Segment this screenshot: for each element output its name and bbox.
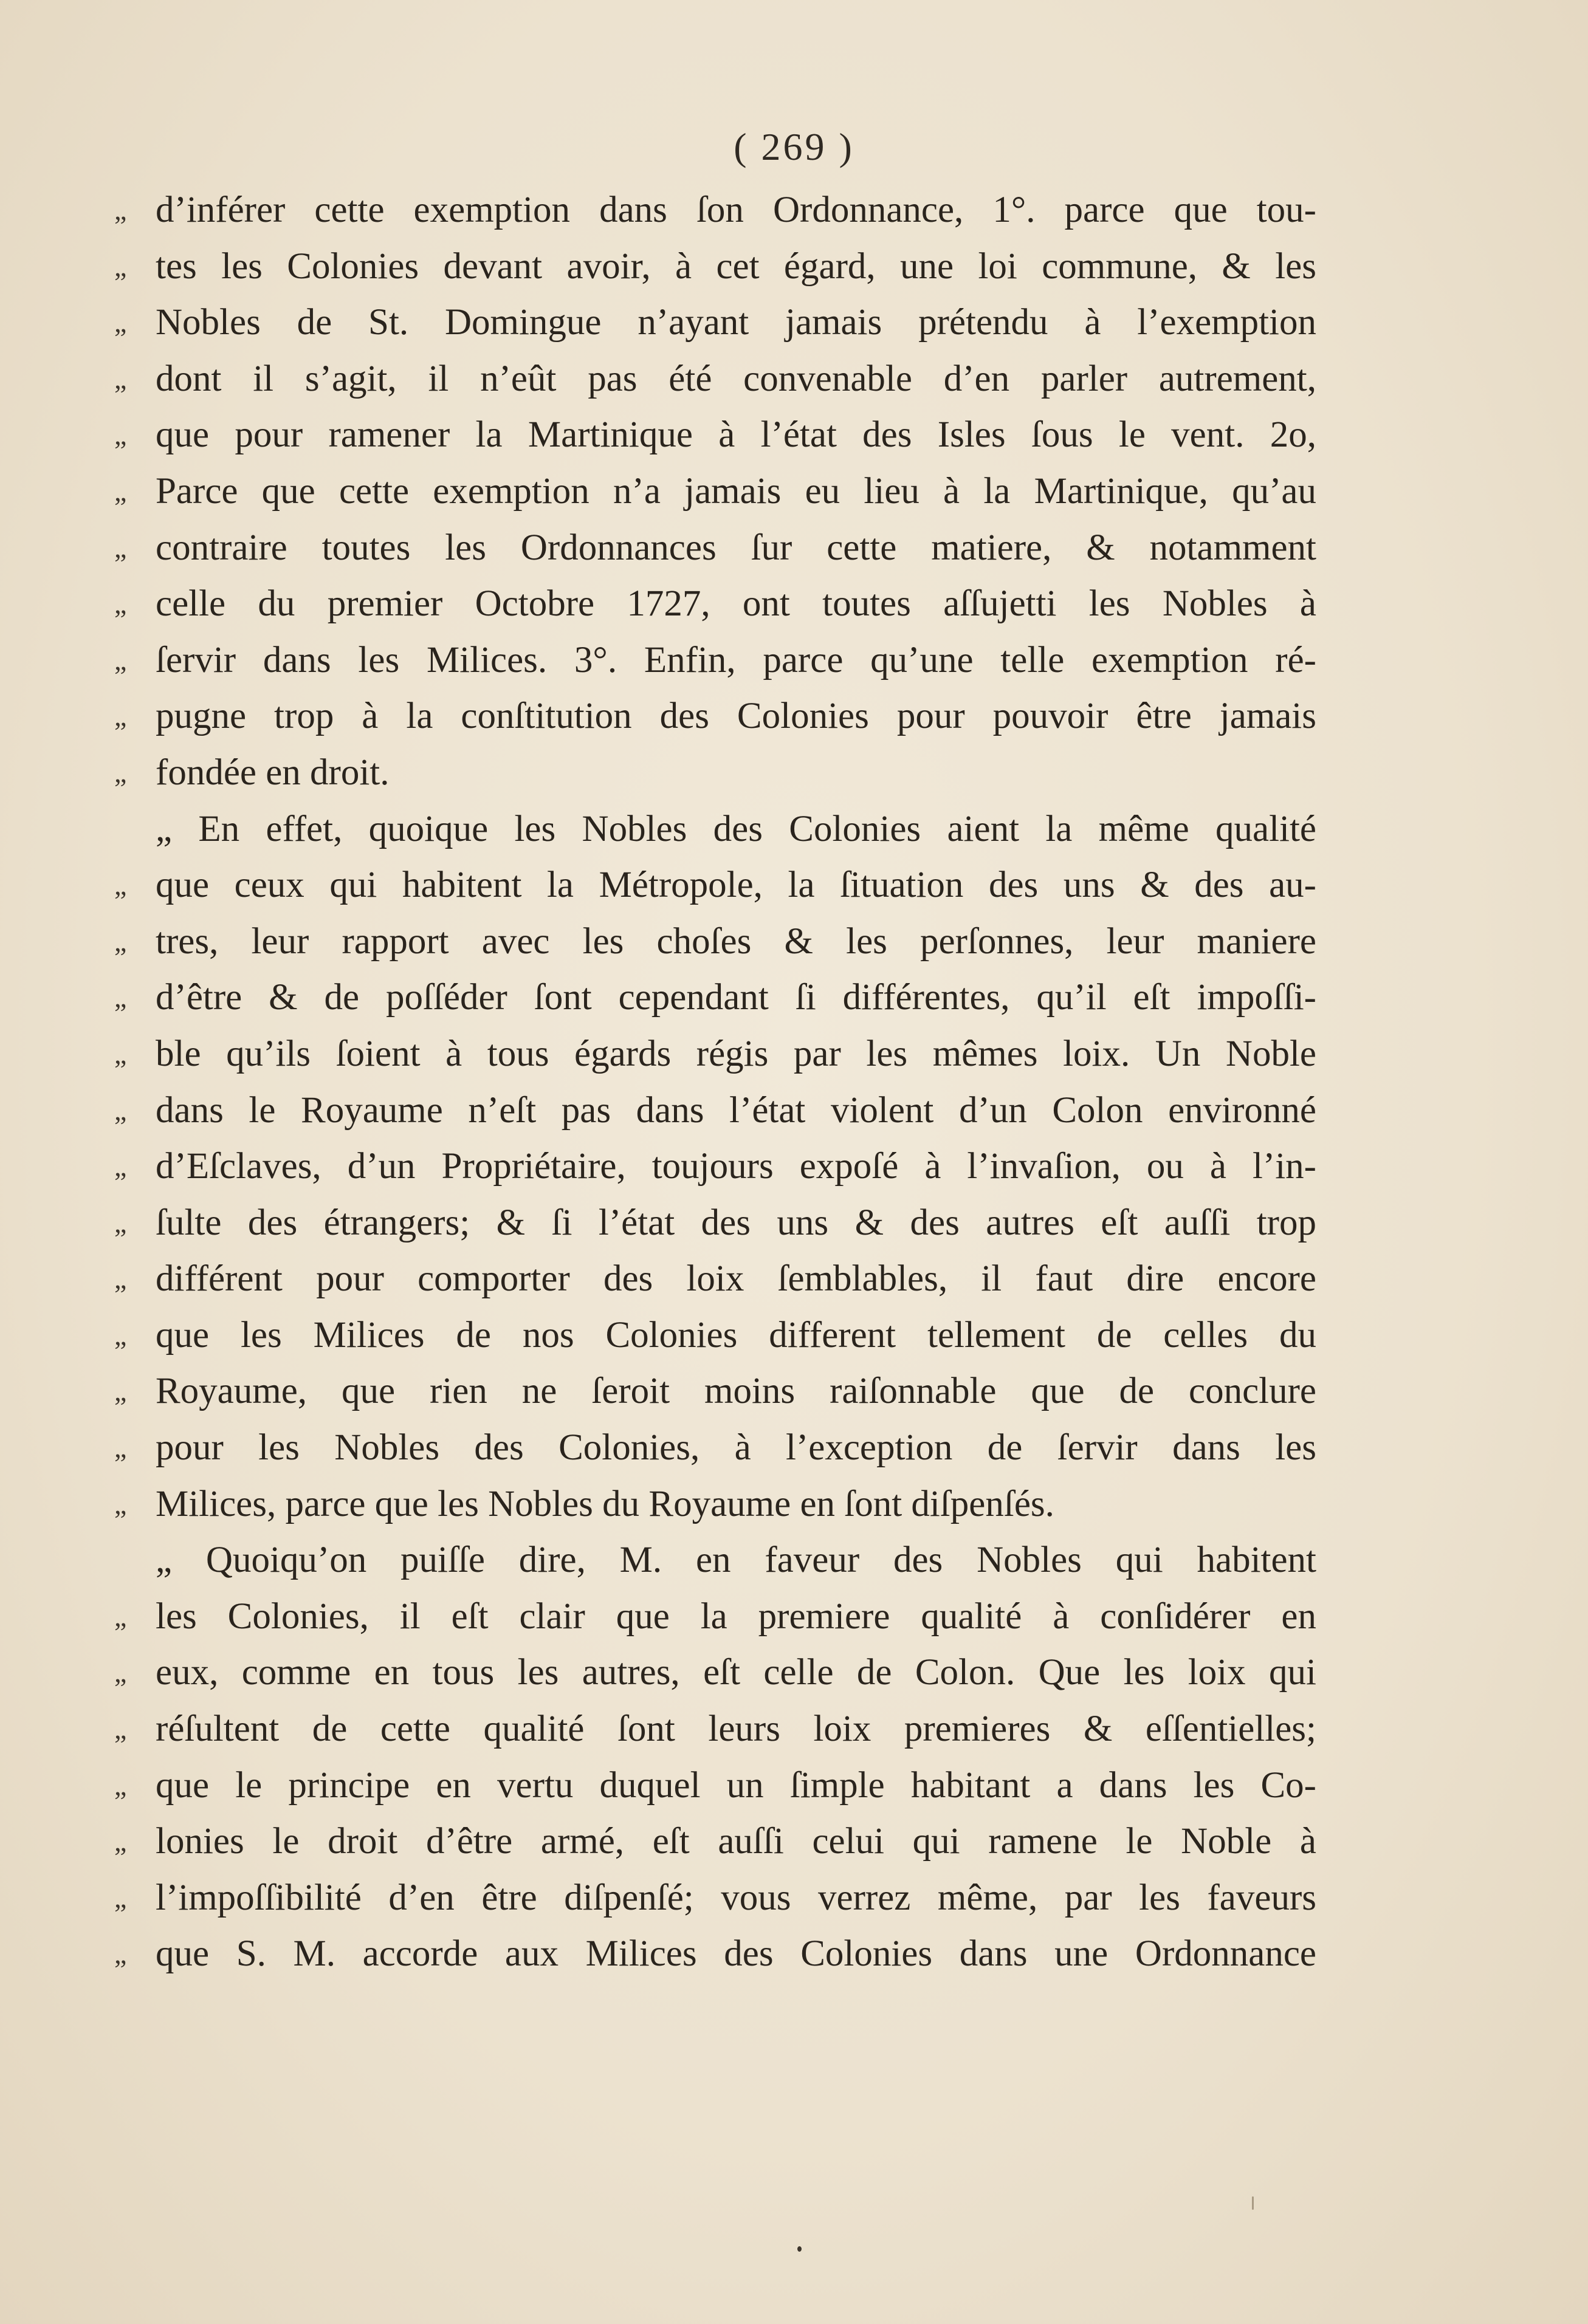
text-line — [114, 239, 1330, 295]
quote-mark: „ — [114, 250, 127, 282]
quote-mark: „ — [114, 1657, 127, 1688]
quote-mark: „ — [114, 1600, 127, 1632]
quote-mark: „ — [114, 1769, 127, 1801]
line-text: tes les Colonies devant avoir, à cet égard, une loi commune, & les — [156, 245, 1316, 287]
line-text: eux, comme en tous les autres, eſt celle de Colon. Que les loix qui — [156, 1652, 1316, 1693]
text-line — [114, 632, 1330, 689]
line-text: dans le Royaume n’eſt pas dans l’état violent d’un Colon environné — [156, 1089, 1316, 1131]
text-line — [114, 970, 1330, 1026]
page-number: ( 269 ) — [734, 125, 854, 168]
line-text: Royaume, que rien ne ſeroit moins raiſonnable que de conclure — [156, 1371, 1316, 1412]
quote-mark: „ — [114, 1094, 127, 1126]
text-line — [114, 1195, 1330, 1252]
quote-mark: „ — [114, 925, 127, 957]
line-text: pour les Nobles des Colonies, à l’exception de ſervir dans les — [156, 1427, 1316, 1469]
line-text: dont il s’agit, il n’eût pas été convenable d’en parler autrement, — [156, 358, 1316, 399]
text-line — [114, 1589, 1330, 1645]
line-text: Nobles de St. Domingue n’ayant jamais prétendu à l’exemption — [156, 302, 1316, 343]
quote-mark: „ — [114, 194, 127, 225]
line-text: d’Eſclaves, d’un Propriétaire, toujours expoſé à l’invaſion, ou à l’in- — [156, 1146, 1316, 1187]
text-line — [114, 801, 1330, 858]
line-text: que S. M. accorde aux Milices des Colonies dans une Ordonnance — [156, 1933, 1316, 1975]
quote-mark: „ — [114, 1038, 127, 1069]
quote-mark: „ — [114, 701, 127, 732]
line-text: d’inférer cette exemption dans ſon Ordonnance, 1°. parce que tou- — [156, 190, 1316, 230]
line-text: que ceux qui habitent la Métropole, la ſituation des uns & des au- — [156, 865, 1316, 906]
quote-mark: „ — [114, 1151, 127, 1182]
quote-mark: „ — [114, 1376, 127, 1407]
text-line — [114, 520, 1330, 577]
line-text: tres, leur rapport avec les choſes & les perſonnes, leur maniere — [156, 920, 1316, 962]
quote-mark: „ — [114, 1938, 127, 1970]
text-line — [114, 1758, 1330, 1814]
line-text: contraire toutes les Ordonnances ſur cette matiere, & notamment — [156, 527, 1316, 568]
quote-mark: „ — [114, 532, 127, 563]
text-line — [114, 464, 1330, 520]
quote-mark: „ — [114, 1488, 127, 1520]
line-text: lonies le droit d’être armé, eſt auſſi celui qui ramene le Noble à — [156, 1821, 1316, 1862]
quote-mark: „ — [114, 475, 127, 507]
quote-mark: „ — [114, 1713, 127, 1745]
quote-mark: „ — [114, 307, 127, 338]
text-line — [114, 1083, 1330, 1139]
line-text: d’être & de poſſéder ſont cependant ſi différentes, qu’il eſt impoſſi- — [156, 977, 1316, 1018]
text-line — [114, 1308, 1330, 1364]
text-line — [114, 688, 1330, 745]
quote-mark: „ — [114, 363, 127, 394]
text-line — [114, 1251, 1330, 1308]
text-line — [114, 1476, 1330, 1533]
text-line — [114, 182, 1330, 239]
quote-mark: „ — [114, 1882, 127, 1913]
quote-mark: „ — [114, 756, 127, 788]
text-line — [114, 1139, 1330, 1195]
text-line — [114, 857, 1330, 914]
quote-mark: „ — [114, 1319, 127, 1351]
line-text: Parce que cette exemption n’a jamais eu lieu à la Martinique, qu’au — [156, 470, 1316, 512]
text-line — [114, 576, 1330, 632]
text-line — [114, 745, 1330, 801]
text-line — [114, 1814, 1330, 1870]
quote-mark: „ — [114, 588, 127, 620]
line-text: pugne trop à la conſtitution des Colonies pour pouvoir être jamais — [156, 696, 1316, 737]
text-line — [114, 351, 1330, 408]
text-line — [114, 914, 1330, 970]
text-line — [114, 1026, 1330, 1083]
text-line — [114, 1645, 1330, 1701]
text-line — [114, 1870, 1330, 1927]
line-text: „ Quoiqu’on puiſſe dire, M. en faveur des Nobles qui habitent — [156, 1540, 1316, 1581]
ink-speck — [797, 2246, 802, 2252]
line-text: celle du premier Octobre 1727, ont toutes aſſujetti les Nobles à — [156, 583, 1316, 625]
text-line — [114, 1926, 1330, 1983]
quote-mark: „ — [114, 1432, 127, 1464]
line-text: fondée en droit. — [156, 752, 390, 793]
line-text: l’impoſſibilité d’en être diſpenſé; vous verrez même, par les faveurs — [156, 1877, 1316, 1918]
quote-mark: „ — [114, 1826, 127, 1857]
text-line — [114, 1701, 1330, 1758]
line-text: que les Milices de nos Colonies different tellement de celles du — [156, 1314, 1316, 1356]
line-text: ble qu’ils ſoient à tous égards régis par les mêmes loix. Un Noble — [156, 1033, 1316, 1074]
text-line — [114, 1420, 1330, 1476]
quote-mark: „ — [114, 419, 127, 451]
quote-mark: „ — [114, 644, 127, 676]
line-text: différent pour comporter des loix ſemblables, il faut dire encore — [156, 1258, 1316, 1300]
quote-mark: „ — [114, 1263, 127, 1295]
line-text: „ En effet, quoique les Nobles des Colonies aient la même qualité — [156, 808, 1316, 849]
quote-mark: „ — [114, 1207, 127, 1238]
line-text: que pour ramener la Martinique à l’état des Isles ſous le vent. 2o, — [156, 414, 1316, 456]
line-text: les Colonies, il eſt clair que la premiere qualité à conſidérer en — [156, 1596, 1316, 1637]
line-text: réſultent de cette qualité ſont leurs loix premieres & eſſentielles; — [156, 1709, 1316, 1750]
body-text — [114, 182, 1330, 1983]
line-text: Milices, parce que les Nobles du Royaume en ſont diſpenſés. — [156, 1483, 1054, 1524]
line-text: que le principe en vertu duquel un ſimple habitant a dans les Co- — [156, 1764, 1316, 1806]
ink-speck — [1252, 2196, 1254, 2210]
quote-mark: „ — [114, 869, 127, 901]
text-line — [114, 1363, 1330, 1420]
text-line — [114, 295, 1330, 351]
text-line — [114, 407, 1330, 464]
line-text: ſervir dans les Milices. 3°. Enfin, parce qu’une telle exemption ré- — [156, 639, 1316, 680]
quote-mark: „ — [114, 982, 127, 1013]
line-text: ſulte des étrangers; & ſi l’état des uns & des autres eſt auſſi trop — [156, 1202, 1316, 1243]
text-line — [114, 1532, 1330, 1589]
